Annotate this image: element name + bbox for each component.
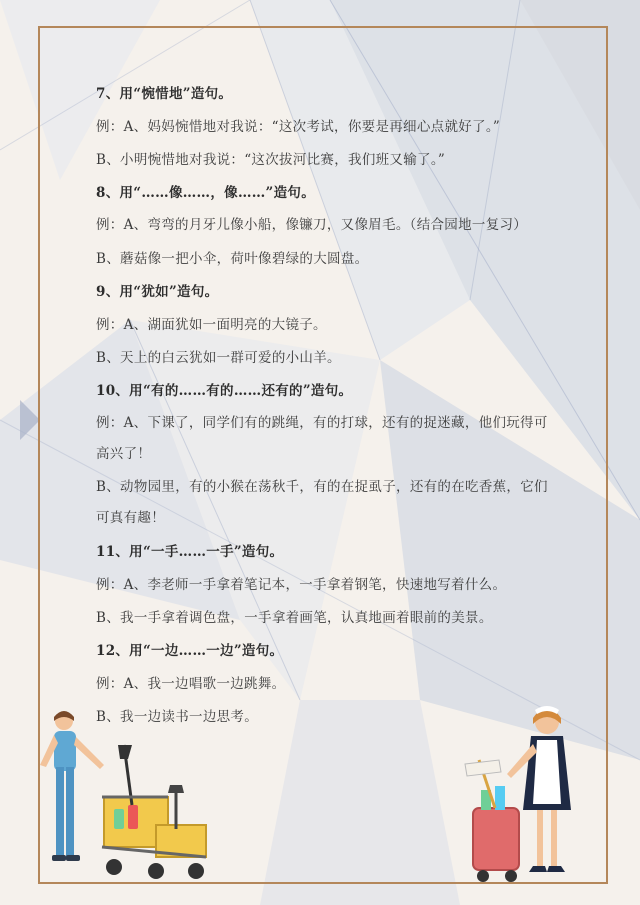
example-sentence: B、蘑菇像一把小伞，荷叶像碧绿的大圆盘。 <box>96 251 369 267</box>
example-sentence: B、动物园里，有的小猴在荡秋千，有的在捉虱子，还有的在吃香蕉，它们可真有趣！ <box>96 479 548 526</box>
maid-with-trolley-illustration <box>455 700 585 885</box>
section-heading: 12、用“一边……一边”造句。 <box>96 643 284 659</box>
example-sentence: B、小明惋惜地对我说：“这次拔河比赛，我们班又输了。” <box>96 152 446 168</box>
section-heading: 7、用“惋惜地”造句。 <box>96 86 233 102</box>
example-sentence: 例：A、我一边唱歌一边跳舞。 <box>96 676 286 692</box>
example-sentence: 例：A、弯弯的月牙儿像小船，像镰刀，又像眉毛。（结合园地一复习） <box>96 217 528 233</box>
example-sentence: 例：A、湖面犹如一面明亮的大镜子。 <box>96 317 327 333</box>
section-heading: 11、用“一手……一手”造句。 <box>96 544 284 560</box>
example-sentence: 例：A、李老师一手拿着笔记本，一手拿着钢笔，快速地写着什么。 <box>96 577 507 593</box>
section-heading: 9、用“犹如”造句。 <box>96 284 219 300</box>
example-sentence: B、我一边读书一边思考。 <box>96 709 259 725</box>
example-sentence: 例：A、妈妈惋惜地对我说：“这次考试，你要是再细心点就好了。” <box>96 119 501 135</box>
example-sentence: B、我一手拿着调色盘，一手拿着画笔，认真地画着眼前的美景。 <box>96 610 493 626</box>
example-sentence: 例：A、下课了，同学们有的跳绳，有的打球，还有的捉迷藏，他们玩得可高兴了！ <box>96 415 548 462</box>
example-sentence: B、天上的白云犹如一群可爱的小山羊。 <box>96 350 341 366</box>
section-heading: 8、用“……像……，像……”造句。 <box>96 185 316 201</box>
cleaner-with-cart-illustration <box>36 705 216 885</box>
section-heading: 10、用“有的……有的……还有的”造句。 <box>96 383 353 399</box>
document-content <box>96 78 556 734</box>
